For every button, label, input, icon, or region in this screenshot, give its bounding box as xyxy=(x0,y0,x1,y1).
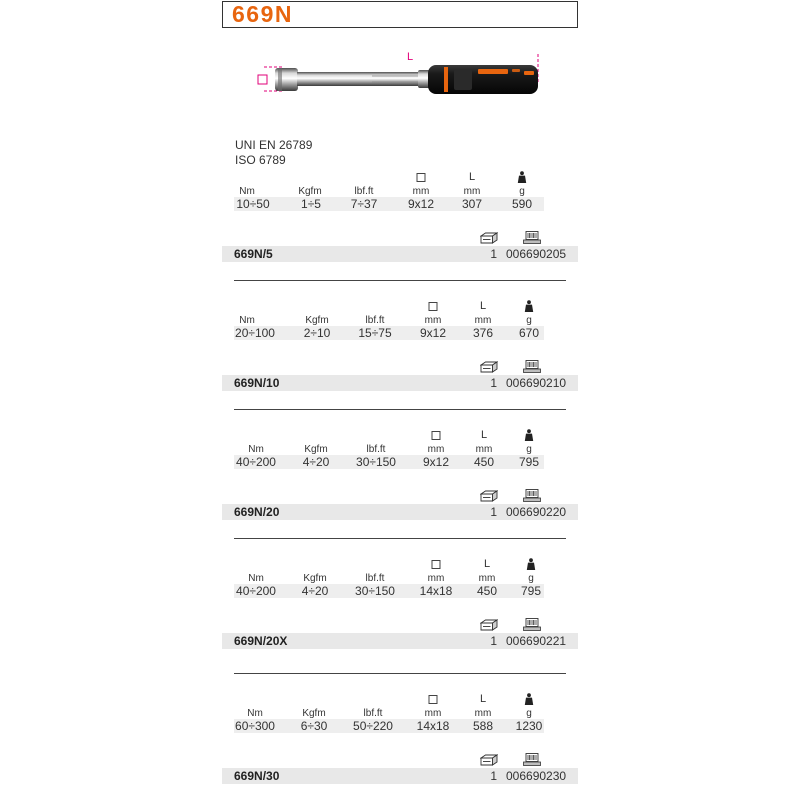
torque-range-nm: 10÷50 xyxy=(236,197,270,211)
length-header: L xyxy=(468,171,476,183)
square-drive-icon xyxy=(417,173,426,182)
pack-quantity: 1 xyxy=(490,769,497,783)
unit-weight-g: g xyxy=(519,186,525,197)
length-header: L xyxy=(479,693,487,705)
length-header: L xyxy=(483,558,491,570)
torque-range-nm: 40÷200 xyxy=(236,584,276,598)
unit-length-mm: mm xyxy=(478,573,496,584)
length-header: L xyxy=(480,429,488,441)
torque-range-lbf-ft: 7÷37 xyxy=(350,197,378,211)
unit-kgfm: Kgfm xyxy=(303,573,327,584)
length-value: 307 xyxy=(461,197,483,211)
variant-block-669n-20 xyxy=(0,428,800,548)
order-number: 006690230 xyxy=(506,769,567,783)
unit-nm: Nm xyxy=(239,315,255,326)
unit-kgfm: Kgfm xyxy=(305,315,329,326)
order-number: 006690210 xyxy=(506,376,567,390)
package-icon xyxy=(480,490,498,502)
unit-lbf-ft: lbf.ft xyxy=(366,444,386,455)
barcode-icon xyxy=(523,231,541,244)
barcode-icon xyxy=(523,489,541,502)
square-drive-icon xyxy=(432,560,441,569)
torque-range-kgfm: 4÷20 xyxy=(302,455,330,469)
unit-nm: Nm xyxy=(239,186,255,197)
length-value: 450 xyxy=(476,584,498,598)
package-icon xyxy=(480,754,498,766)
square-drive-symbol xyxy=(258,75,267,84)
unit-lbf-ft: lbf.ft xyxy=(354,186,374,197)
unit-length-mm: mm xyxy=(475,444,493,455)
barcode-icon xyxy=(523,753,541,766)
unit-square-mm: mm xyxy=(424,708,442,719)
unit-length-mm: mm xyxy=(474,315,492,326)
unit-kgfm: Kgfm xyxy=(302,708,326,719)
unit-nm: Nm xyxy=(248,444,264,455)
standard-uni-en: UNI EN 26789 xyxy=(235,138,313,152)
torque-range-nm: 60÷300 xyxy=(235,719,275,733)
square-drive-icon xyxy=(429,695,438,704)
weight-icon xyxy=(524,693,534,705)
torque-range-lbf-ft: 50÷220 xyxy=(353,719,393,733)
unit-length-mm: mm xyxy=(474,708,492,719)
order-number: 006690220 xyxy=(506,505,567,519)
square-drive-icon xyxy=(432,431,441,440)
product-code: 669N/20 xyxy=(234,505,280,519)
unit-square-mm: mm xyxy=(427,444,445,455)
torque-range-kgfm: 2÷10 xyxy=(303,326,331,340)
variant-block-669n-10 xyxy=(0,299,800,419)
separator-line xyxy=(234,409,566,410)
torque-range-nm: 40÷200 xyxy=(236,455,276,469)
weight-value: 795 xyxy=(518,455,540,469)
unit-weight-g: g xyxy=(526,708,532,719)
torque-range-lbf-ft: 15÷75 xyxy=(358,326,392,340)
separator-line xyxy=(234,538,566,539)
unit-kgfm: Kgfm xyxy=(304,444,328,455)
square-drive-size: 9x12 xyxy=(407,197,435,211)
values-row xyxy=(234,197,544,211)
unit-nm: Nm xyxy=(247,708,263,719)
unit-weight-g: g xyxy=(526,315,532,326)
square-drive-icon xyxy=(429,302,438,311)
unit-square-mm: mm xyxy=(427,573,445,584)
unit-weight-g: g xyxy=(526,444,532,455)
pack-quantity: 1 xyxy=(490,247,497,261)
unit-nm: Nm xyxy=(248,573,264,584)
standard-iso: ISO 6789 xyxy=(235,153,286,167)
weight-icon xyxy=(526,558,536,570)
product-title: 669N xyxy=(232,1,293,27)
torque-range-nm: 20÷100 xyxy=(235,326,275,340)
unit-weight-g: g xyxy=(528,573,534,584)
pack-quantity: 1 xyxy=(490,505,497,519)
unit-kgfm: Kgfm xyxy=(298,186,322,197)
variant-block-669n-5 xyxy=(0,170,800,290)
order-number: 006690221 xyxy=(506,634,567,648)
unit-square-mm: mm xyxy=(424,315,442,326)
barcode-icon xyxy=(523,618,541,631)
separator-line xyxy=(234,673,566,674)
order-number: 006690205 xyxy=(506,247,567,261)
weight-value: 795 xyxy=(520,584,542,598)
unit-length-mm: mm xyxy=(463,186,481,197)
separator-line xyxy=(234,280,566,281)
weight-icon xyxy=(517,171,527,183)
length-value: 588 xyxy=(472,719,494,733)
weight-value: 670 xyxy=(518,326,540,340)
weight-value: 1230 xyxy=(515,719,543,733)
product-code: 669N/20X xyxy=(234,634,288,648)
brand-logo-mark xyxy=(478,69,508,74)
square-drive-size: 14x18 xyxy=(416,719,450,733)
torque-wrench-drawing xyxy=(222,40,578,110)
torque-range-lbf-ft: 30÷150 xyxy=(356,455,396,469)
torque-range-kgfm: 6÷30 xyxy=(300,719,328,733)
torque-range-lbf-ft: 30÷150 xyxy=(355,584,395,598)
length-value: 376 xyxy=(472,326,494,340)
product-code: 669N/10 xyxy=(234,376,280,390)
unit-lbf-ft: lbf.ft xyxy=(365,315,385,326)
square-drive-size: 9x12 xyxy=(422,455,450,469)
weight-icon xyxy=(524,300,534,312)
weight-icon xyxy=(524,429,534,441)
variant-block-669n-20x xyxy=(0,557,800,677)
variant-block-669n-30 xyxy=(0,692,800,800)
unit-square-mm: mm xyxy=(412,186,430,197)
weight-value: 590 xyxy=(511,197,533,211)
length-header: L xyxy=(479,300,487,312)
length-dimension-label: L xyxy=(407,51,414,63)
package-icon xyxy=(480,361,498,373)
torque-range-kgfm: 4÷20 xyxy=(301,584,329,598)
wrench-shaft xyxy=(297,72,421,86)
pack-quantity: 1 xyxy=(490,376,497,390)
pack-quantity: 1 xyxy=(490,634,497,648)
square-drive-size: 9x12 xyxy=(419,326,447,340)
title-box xyxy=(222,1,578,28)
product-code: 669N/30 xyxy=(234,769,280,783)
product-code: 669N/5 xyxy=(234,247,273,261)
unit-lbf-ft: lbf.ft xyxy=(363,708,383,719)
package-icon xyxy=(480,619,498,631)
length-value: 450 xyxy=(473,455,495,469)
unit-lbf-ft: lbf.ft xyxy=(365,573,385,584)
torque-range-kgfm: 1÷5 xyxy=(301,197,321,211)
barcode-icon xyxy=(523,360,541,373)
package-icon xyxy=(480,232,498,244)
square-drive-size: 14x18 xyxy=(419,584,453,598)
